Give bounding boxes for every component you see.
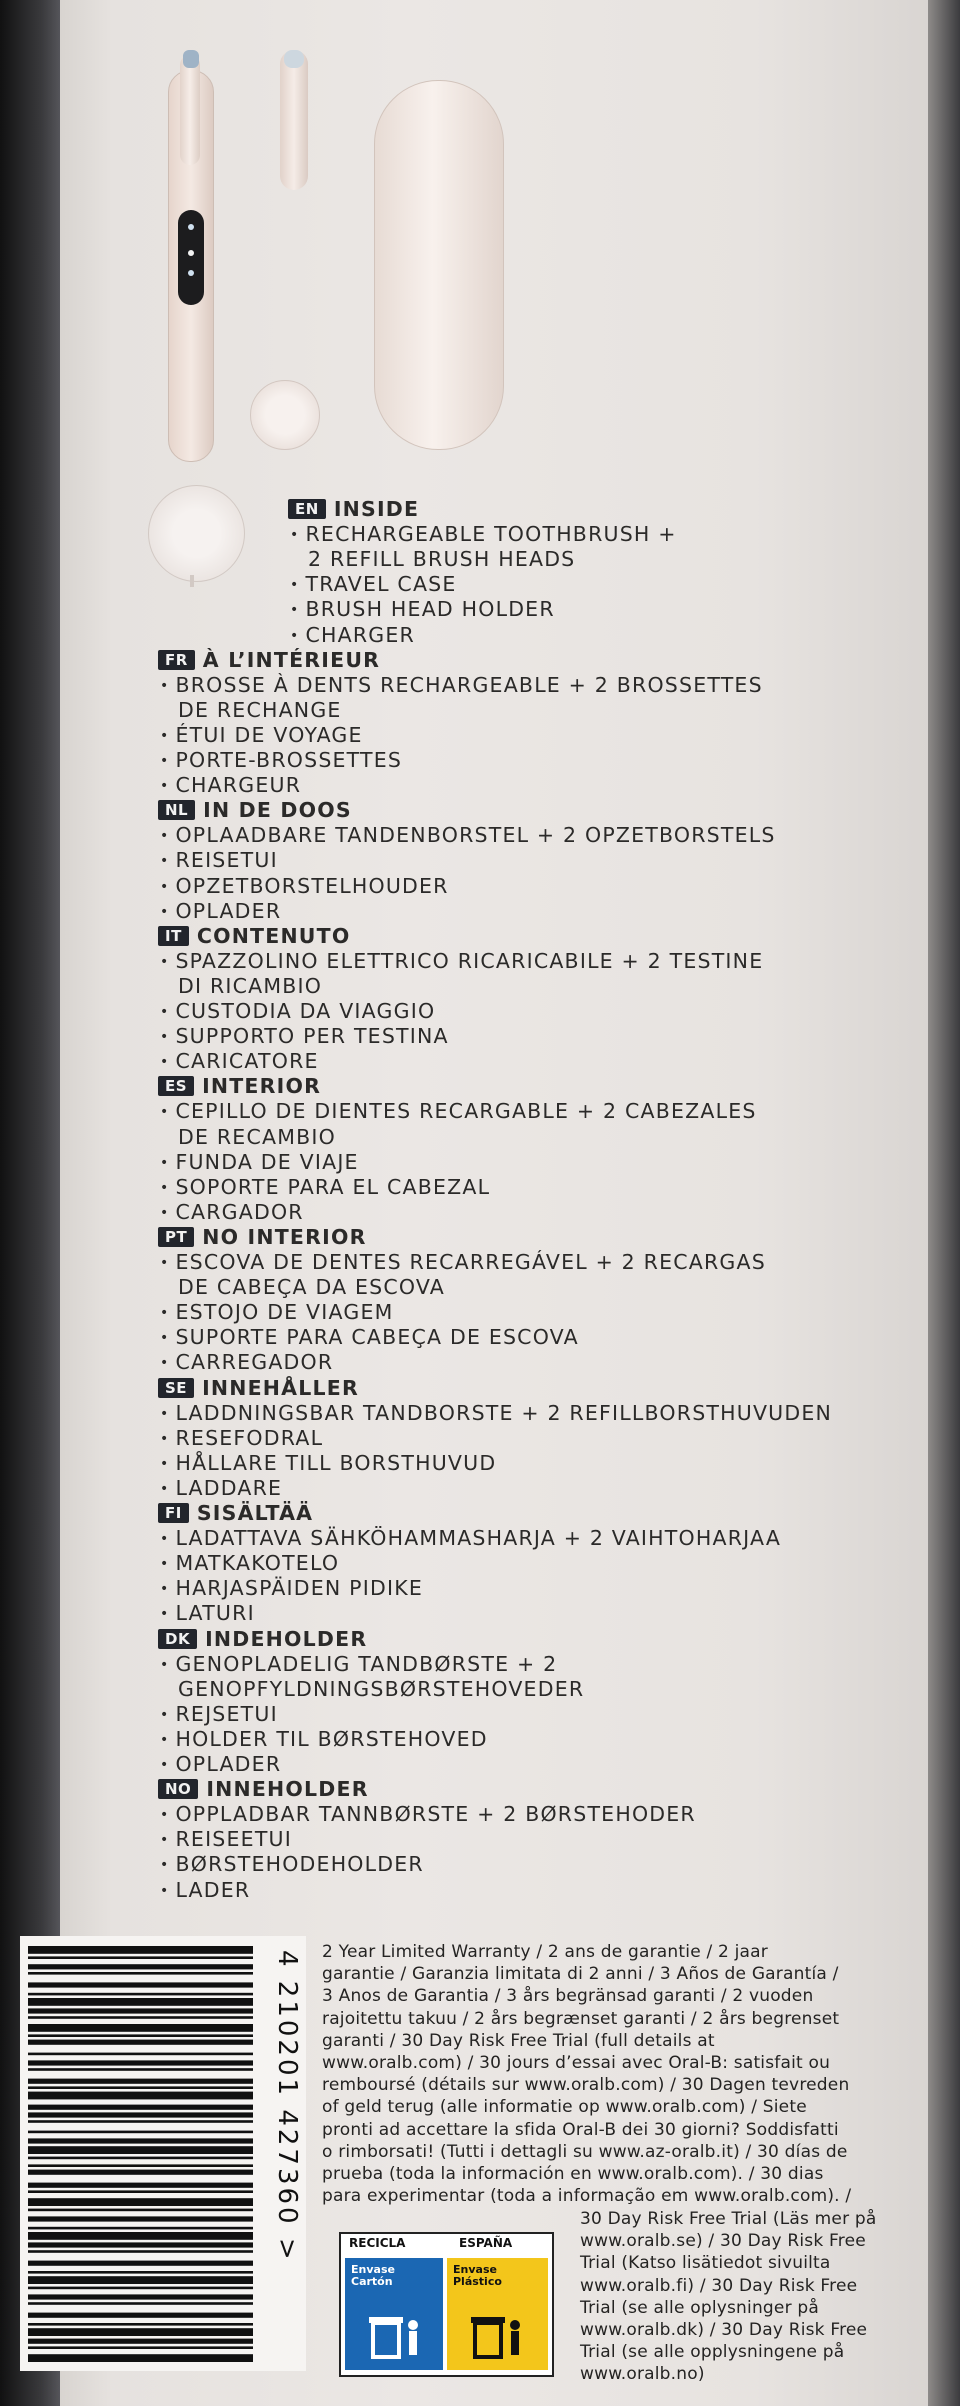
charger-illustration [148,485,245,582]
section-title: INTERIOR [202,1074,322,1099]
list-item: • TRAVEL CASE [290,572,457,597]
recycling-paper-label-2: Cartón [351,2275,393,2288]
section-title: IN DE DOOS [203,798,352,823]
list-item: • CARICATORE [160,1049,319,1074]
barcode-digits [255,1950,302,2360]
list-item: • LADER [160,1878,250,1903]
list-item: • ESTOJO DE VIAGEM [160,1300,394,1325]
list-item: • LATURI [160,1601,255,1626]
recycling-logo [339,2232,554,2377]
section-heading-es [158,1074,321,1098]
list-item: • SPAZZOLINO ELETTRICO RICARICABILE + 2 TESTINE [160,949,763,974]
recycling-paper-label-1: Envase [351,2263,395,2276]
recycling-bin-icon [471,2313,527,2363]
list-item: • LADDARE [160,1476,282,1501]
warranty-line: www.oralb.se) / 30 Day Risk Free [580,2231,866,2252]
warranty-line: 30 Day Risk Free Trial (Läs mer på [580,2209,877,2229]
list-item: • HOLDER TIL BØRSTEHOVED [160,1727,488,1752]
section-title: SISÄLTÄÄ [196,1501,314,1525]
language-badge: ES [158,1076,194,1096]
warranty-line: www.oralb.dk) / 30 Day Risk Free [580,2320,868,2341]
list-item: • RESEFODRAL [160,1426,323,1451]
list-item: • HÅLLARE TILL BORSTHUVUD [160,1451,496,1476]
list-item: • SUPORTE PARA CABEÇA DE ESCOVA [160,1325,579,1350]
warranty-line: prueba (toda la información en www.oralb.com). / 30 dias [322,2164,824,2185]
warranty-line: www.oralb.no) [580,2364,705,2385]
warranty-line: remboursé (détails sur www.oralb.com) / 30 Dagen tevreden [322,2075,850,2096]
language-badge: FR [158,650,195,670]
list-item: • PORTE-BROSSETTES [160,748,402,773]
list-item: • CHARGER [290,623,415,648]
list-item: • SUPPORTO PER TESTINA [160,1024,449,1049]
charger-cord-illustration [190,575,194,587]
language-badge: NO [158,1779,198,1799]
section-heading-en [288,497,419,521]
section-title: INNEHÅLLER [202,1375,359,1400]
warranty-line: para experimentar (toda a informação em www.oralb.com). / [322,2186,852,2207]
list-item: • OPLADER [160,1752,281,1777]
warranty-line: Trial (se alle oplysninger på [580,2297,819,2318]
list-item: • OPZETBORSTELHOUDER [160,874,449,899]
language-badge: FI [158,1503,189,1523]
barcode-number: 4 210201 427360 > [272,1950,302,2263]
section-title: INNEHOLDER [206,1777,369,1802]
list-item: • REISETUI [160,848,278,873]
list-item: DE RECHANGE [178,697,342,722]
list-item: • HARJASPÄIDEN PIDIKE [160,1576,423,1601]
warranty-text [322,1941,920,2207]
list-item: • FUNDA DE VIAJE [160,1150,359,1175]
list-item: • OPLADER [160,899,281,924]
list-item: • RECHARGEABLE TOOTHBRUSH + [290,522,677,547]
list-item: • CHARGEUR [160,773,301,798]
list-item: DE CABEÇA DA ESCOVA [178,1275,446,1300]
list-item: • REISEETUI [160,1827,292,1852]
travel-case-illustration [374,80,504,450]
recycling-plastic-panel [447,2258,548,2370]
language-badge: IT [158,926,189,946]
list-item: • REJSETUI [160,1702,278,1727]
recycling-right-header: ESPAÑA [459,2236,513,2250]
section-title: INSIDE [333,497,420,521]
warranty-line: pronti ad accettare la sfida Oral-B dei 30 giorni? Soddisfatti [322,2119,839,2140]
recycling-left-header: RECICLA [349,2236,406,2250]
warranty-line: rajoitettu takuu / 2 års begrænset garanti / 2 års begrenset [322,2008,840,2029]
warranty-line: 3 Anos de Garantia / 3 års begränsad garanti / 2 vuoden [322,1986,814,2007]
list-item: • CARGADOR [160,1200,304,1225]
list-item: • ESCOVA DE DENTES RECARREGÁVEL + 2 RECARGAS [160,1250,766,1275]
list-item: • CUSTODIA DA VIAGGIO [160,999,435,1024]
list-item: • CARREGADOR [160,1350,333,1375]
list-item: • OPPLADBAR TANNBØRSTE + 2 BØRSTEHODER [160,1802,696,1827]
list-item: • BRUSH HEAD HOLDER [290,597,555,622]
list-item: DE RECAMBIO [178,1124,336,1149]
list-item: • CEPILLO DE DIENTES RECARGABLE + 2 CABEZALES [160,1099,757,1124]
list-item: DI RICAMBIO [178,973,323,998]
warranty-line: www.oralb.com) / 30 jours d’essai avec Oral-B: satisfait ou [322,2053,831,2074]
section-title: CONTENUTO [196,923,351,948]
list-item: • LADATTAVA SÄHKÖHAMMASHARJA + 2 VAIHTOHARJAA [160,1526,781,1551]
brush-head-holder-illustration [250,380,320,450]
recycling-paper-panel [345,2258,443,2370]
warranty-line: garanti / 30 Day Risk Free Trial (full details at [322,2030,715,2051]
language-badge: EN [288,499,326,519]
warranty-line: www.oralb.fi) / 30 Day Risk Free [580,2275,858,2296]
list-item: 2 REFILL BRUSH HEADS [308,547,576,572]
warranty-line: o rimborsati! (Tutti i dettagli su www.az-oralb.it) / 30 días de [322,2141,848,2162]
warranty-line: of geld terug (alle informatie op www.oralb.com) / Siete [322,2097,807,2118]
toothbrush-bristle-illustration [183,50,199,68]
language-badge: DK [158,1629,197,1649]
package-edge-right [928,0,960,2406]
section-heading-it [158,924,350,948]
language-badge: NL [158,800,195,820]
warranty-line: Trial (Katso lisätiedot sivuilta [580,2253,831,2274]
list-item: GENOPFYLDNINGSBØRSTEHOVEDER [178,1676,585,1701]
section-heading-nl [158,798,352,822]
section-heading-no [158,1777,369,1801]
refill-brush-head-illustration [280,50,308,190]
list-item: • ÉTUI DE VOYAGE [160,723,363,748]
section-title: NO INTERIOR [202,1224,367,1249]
list-item: • LADDNINGSBAR TANDBORSTE + 2 REFILLBORSTHUVUDEN [160,1401,832,1426]
section-heading-fr [158,648,380,672]
section-heading-fi [158,1501,313,1525]
recycling-plastic-label-1: Envase [453,2263,497,2276]
section-title: À L’INTÉRIEUR [202,647,381,672]
language-badge: SE [158,1378,194,1398]
toothbrush-display-illustration [178,210,204,305]
warranty-line: Trial (se alle opplysningene på [580,2342,845,2363]
section-heading-se [158,1376,359,1400]
warranty-text-continued [580,2208,920,2386]
toothbrush-neck-illustration [180,55,200,165]
section-heading-dk [158,1627,367,1651]
section-title: INDEHOLDER [205,1626,368,1651]
recycling-bin-icon [369,2313,425,2363]
list-item: • GENOPLADELIG TANDBØRSTE + 2 [160,1652,557,1677]
recycling-plastic-label-2: Plástico [453,2275,502,2288]
list-item: • BØRSTEHODEHOLDER [160,1852,424,1877]
list-item: • BROSSE À DENTS RECHARGEABLE + 2 BROSSETTES [160,673,763,698]
refill-brush-head-top-illustration [284,50,304,68]
warranty-line: 2 Year Limited Warranty / 2 ans de garantie / 2 jaar [322,1942,768,1962]
language-badge: PT [158,1227,194,1247]
list-item: • SOPORTE PARA EL CABEZAL [160,1175,490,1200]
warranty-line: garantie / Garanzia limitata di 2 anni / 3 Años de Garantía / [322,1964,839,1985]
section-heading-pt [158,1225,367,1249]
list-item: • OPLAADBARE TANDENBORSTEL + 2 OPZETBORSTELS [160,823,776,848]
list-item: • MATKAKOTELO [160,1551,339,1576]
